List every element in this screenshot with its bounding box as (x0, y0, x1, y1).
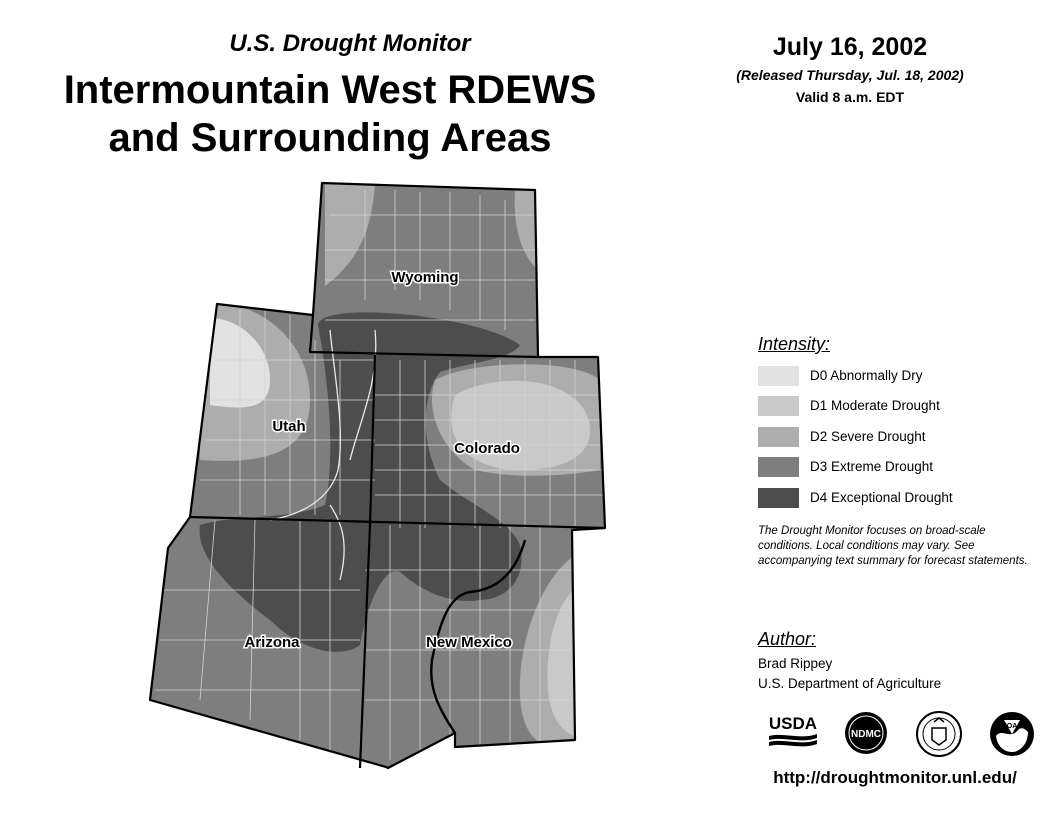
usda-logo (765, 712, 821, 752)
legend-label: D1 Moderate Drought (810, 398, 940, 413)
valid-time: Valid 8 a.m. EDT (795, 89, 905, 105)
website-link[interactable]: http://droughtmonitor.unl.edu/ (773, 768, 1017, 787)
label-utah: Utah (272, 418, 306, 435)
label-wyoming: Wyoming (391, 269, 459, 286)
legend-swatch (758, 488, 799, 508)
label-arizona: Arizona (244, 634, 300, 651)
legend-label: D4 Exceptional Drought (810, 490, 953, 505)
noaa-logo-text: NOAA (1001, 723, 1023, 730)
monitor-subtitle: U.S. Drought Monitor (229, 30, 471, 57)
drought-areas (140, 170, 620, 780)
legend-title: Intensity: (758, 334, 831, 354)
legend-swatch (758, 366, 799, 386)
release-date: (Released Thursday, Jul. 18, 2002) (736, 67, 964, 83)
usda-logo-text: USDA (768, 714, 818, 733)
map-title-line1: Intermountain West RDEWS (63, 68, 597, 112)
map-title-line2: and Surrounding Areas (108, 116, 552, 160)
disclaimer-note: The Drought Monitor focuses on broad-scale conditions. Local conditions may vary. See accompanying text summary for forecast statements. (758, 525, 1028, 567)
legend-label: D3 Extreme Drought (810, 459, 934, 474)
legend-swatch (758, 457, 799, 477)
label-new-mexico: New Mexico (426, 634, 512, 651)
legend-label: D2 Severe Drought (810, 429, 926, 444)
legend-swatch (758, 396, 799, 416)
commerce-seal-icon (915, 710, 963, 758)
label-colorado: Colorado (454, 440, 520, 457)
map-date: July 16, 2002 (772, 33, 928, 61)
legend-label: D0 Abnormally Dry (810, 368, 923, 383)
author-org: U.S. Department of Agriculture (758, 676, 942, 691)
ndmc-logo (843, 710, 889, 756)
author-title: Author: (758, 629, 817, 649)
noaa-logo (988, 710, 1036, 758)
author-name: Brad Rippey (758, 656, 833, 671)
legend-swatch (758, 427, 799, 447)
ndmc-logo-text: NDMC (851, 729, 881, 740)
